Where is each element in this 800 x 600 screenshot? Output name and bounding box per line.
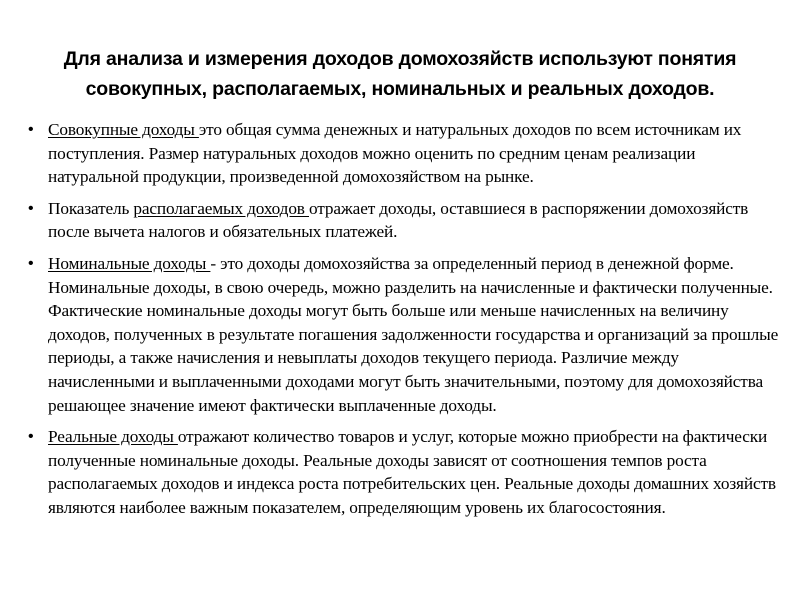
- slide-title: Для анализа и измерения доходов домохозяйств используют понятия совокупных, располагаемых, номинальных и реальных доходов.: [63, 48, 737, 100]
- bullet-icon: •: [28, 428, 34, 446]
- bullet-total-income: [28, 118, 782, 189]
- bullet-body-text: это общая сумма денежных и натуральных доходов по всем источникам их поступления. Размер натуральных доходов можно оценить по средним ценам реализации натуральной продукции, произведенной домохозяйством на рынке.: [48, 120, 742, 187]
- bullet-real-income: [28, 425, 782, 519]
- bullet-nominal-income: [28, 252, 782, 417]
- bullet-body-text: отражают количество товаров и услуг, которые можно приобрести на фактически полученные номинальные доходы. Реальные доходы зависят от соотношения темпов роста располагаемых доходов и индекса роста потребительских цен. Реальные доходы домашних хозяйств являются наиболее важным показателем, определяющим уровень их благосостояния.: [48, 427, 776, 517]
- bullet-icon: •: [28, 254, 34, 272]
- term-nominal-income: Номинальные доходы: [48, 253, 211, 273]
- term-real-income: Реальные доходы: [48, 427, 178, 447]
- bullet-icon: •: [28, 121, 34, 138]
- term-disposable-income: располагаемых доходов: [133, 198, 309, 218]
- bullet-icon: •: [28, 199, 34, 217]
- bullet-disposable-income: [28, 197, 782, 244]
- bullet-body-text: отражает доходы, оставшиеся в распоряжении домохозяйств после вычета налогов и обязательных платежей.: [48, 198, 749, 242]
- bullet-body-text: - это доходы домохозяйства за определенный период в денежной форме. Номинальные доходы, в свою очередь, можно разделить на начисленные и фактически полученные. Фактические номинальные доходы могут быть больше или меньше начисленных на величину доходов, полученных в результате погашения задолженности государства и организаций за прошлые периоды, а также начисления и невыплаты доходов текущего периода. Различие между начисленными и выплаченными доходами могут быть значительными, поэтому для домохозяйства решающее значение имеют фактически выплаченные доходы.: [48, 253, 779, 415]
- bullet-lead-text: Показатель: [48, 198, 134, 218]
- bullet-list: [28, 118, 782, 520]
- term-total-income: Совокупные доходы: [48, 120, 199, 139]
